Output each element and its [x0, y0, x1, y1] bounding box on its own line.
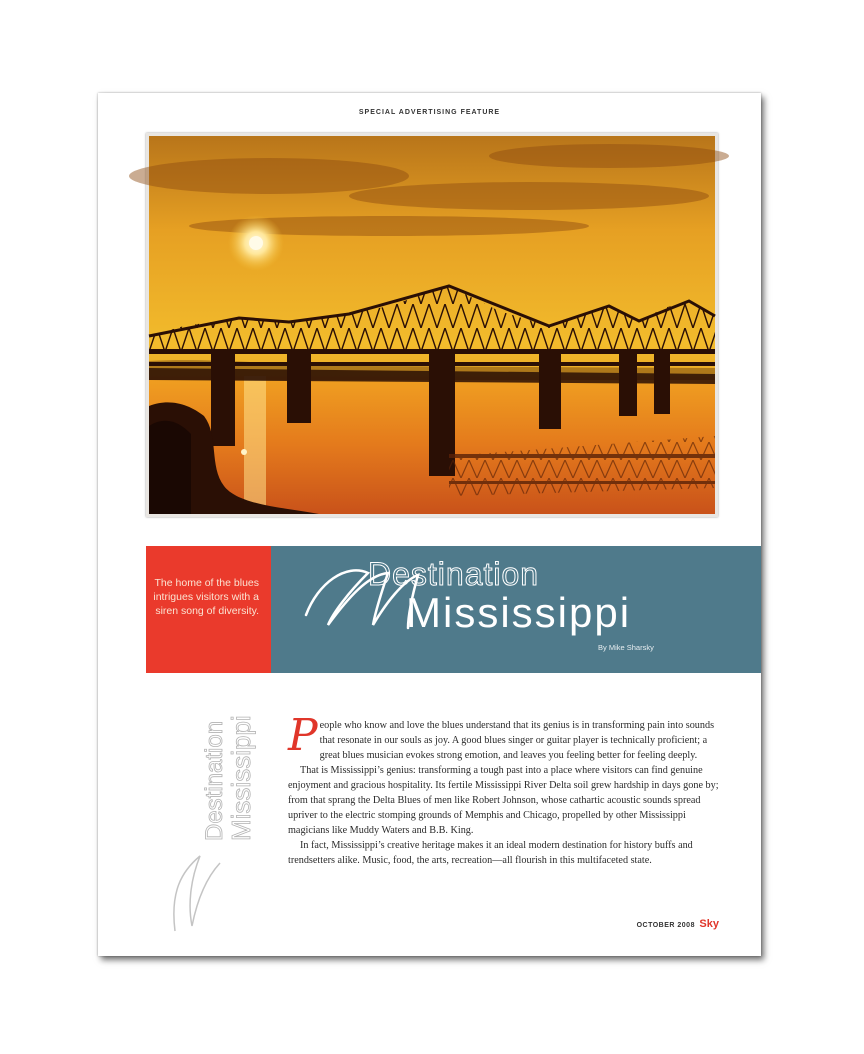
paragraph-1-text: eople who know and love the blues understand that its genius is in transforming pain into sounds that resonate in our souls as joy. A good blues singer or guitar player is technically proficient; a great blues musician evokes strong emotion, and leaves you feeling better for feeling deeply. — [319, 720, 715, 761]
side-title-watermark — [160, 681, 256, 941]
drop-cap: P — [288, 710, 318, 761]
paragraph-1 — [288, 710, 728, 763]
tagline: The home of the blues intrigues visitors with a siren song of diversity. — [153, 577, 259, 617]
title-word-mississippi: Mississippi — [406, 589, 632, 636]
section-kicker: SPECIAL ADVERTISING FEATURE — [358, 109, 501, 116]
tagline-panel — [146, 546, 271, 673]
page-footer — [637, 918, 719, 930]
paragraph-2: That is Mississippi’s genius: transforming a tough past into a place where visitors can find genuine enjoyment and gracious hospitality. Its fertile Mississippi River Delta soil grew hardship in days gone by; from that sprang the Delta Blues of men like Robert Johnson, whose cathartic acoustic sounds spread upriver to the electric stomping grounds of Memphis and Chicago, propelled by other Mississippi magicians like Muddy Waters and B.B. King. — [288, 765, 719, 836]
byline: By Mike Sharsky — [598, 643, 654, 652]
side-script-m-flourish — [174, 856, 220, 931]
side-title-destination: Destination — [201, 720, 228, 841]
magazine-name: Sky — [699, 918, 719, 930]
bridge-sunset-image — [149, 136, 715, 514]
side-title-mississippi: Mississippi — [226, 715, 256, 841]
title-word-destination: Destination — [368, 556, 540, 592]
issue-date: OCTOBER 2008 — [636, 922, 695, 929]
paragraph-3: In fact, Mississippi’s creative heritage makes it an ideal modern destination for history buffs and trendsetters alike. Music, food, the arts, recreation—all flourish in this multifaceted state. — [288, 840, 693, 866]
magazine-page — [98, 93, 761, 956]
hero-photo — [146, 133, 718, 517]
article-title — [288, 553, 718, 638]
article-body — [288, 710, 728, 868]
